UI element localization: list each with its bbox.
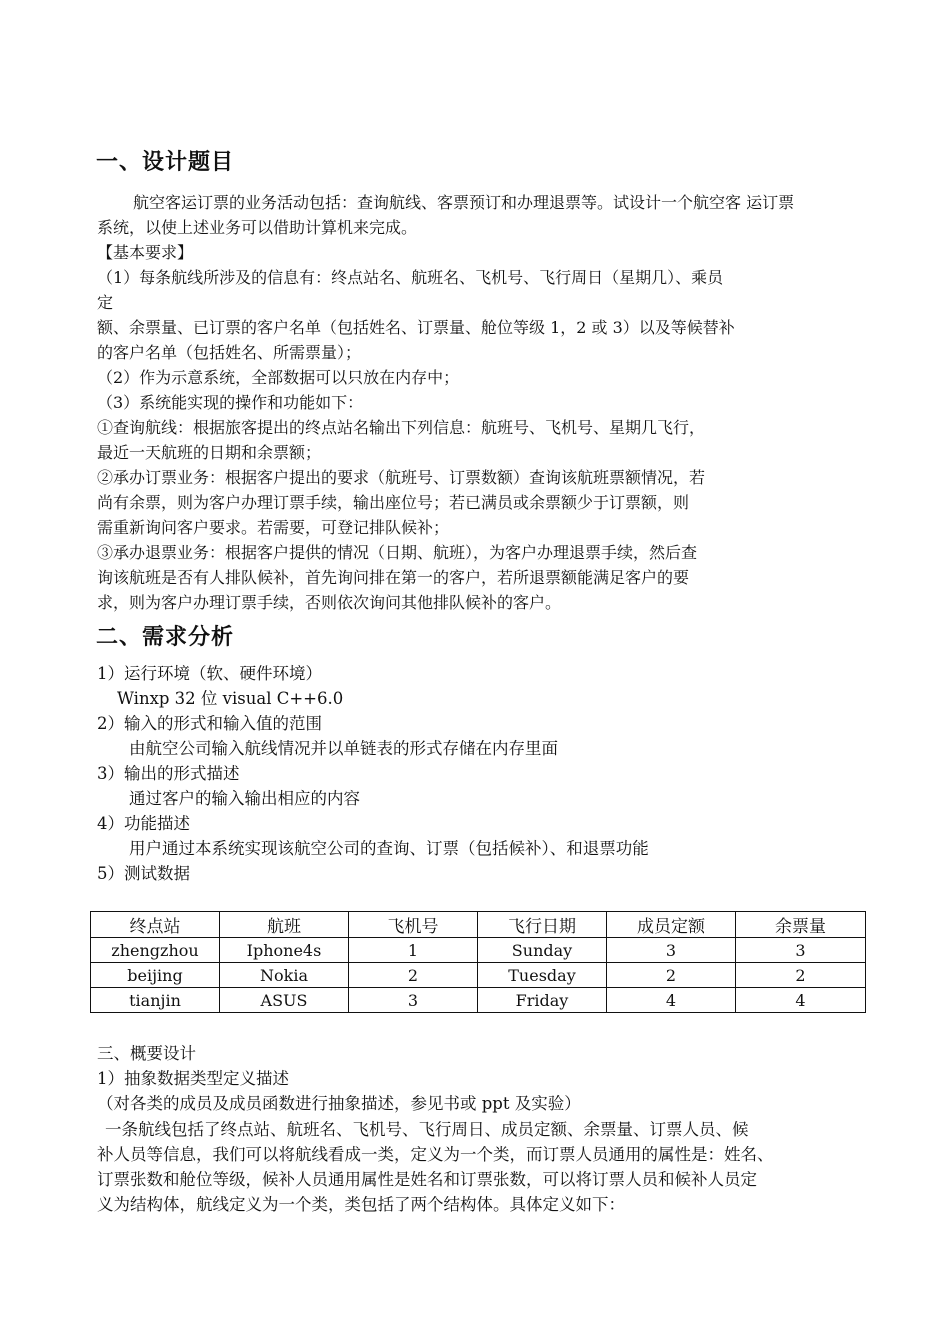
req-line: ③承办退票业务：根据客户提供的情况（日期、航班），为客户办理退票手续，然后查 <box>97 543 698 562</box>
analysis-item: 5）测试数据 <box>97 864 190 883</box>
test-data-table <box>90 911 866 1013</box>
section3-note: （对各类的成员及成员函数进行抽象描述，参见书或 ppt 及实验） <box>97 1094 581 1113</box>
table-cell: 3 <box>607 938 736 963</box>
table-cell: 2 <box>349 963 478 988</box>
column-header: 航班 <box>220 912 349 938</box>
table-cell: beijing <box>91 963 220 988</box>
analysis-item: Winxp 32 位 visual C++6.0 <box>117 689 344 708</box>
section2-heading: 二、需求分析 <box>96 625 235 650</box>
column-header: 终点站 <box>91 912 220 938</box>
req-line: ①查询航线：根据旅客提出的终点站名输出下列信息：航班号、飞机号、星期几飞行， <box>97 418 706 437</box>
req-line: 需重新询问客户要求。若需要，可登记排队候补； <box>97 518 450 537</box>
table-cell: ASUS <box>220 988 349 1013</box>
req-line: （1）每条航线所涉及的信息有：终点站名、航班名、飞机号、飞行周日（星期几）、乘员 <box>97 268 724 287</box>
table-cell: Sunday <box>478 938 607 963</box>
analysis-item: 通过客户的输入输出相应的内容 <box>129 789 360 808</box>
table-cell: 3 <box>736 938 866 963</box>
table-cell: Friday <box>478 988 607 1013</box>
req-line: ②承办订票业务：根据客户提出的要求（航班号、订票数额）查询该航班票额情况，若 <box>97 468 706 487</box>
table-cell: Tuesday <box>478 963 607 988</box>
design-para-line: 订票张数和舱位等级，候补人员通用属性是姓名和订票张数，可以将订票人员和候补人员定 <box>97 1170 757 1189</box>
req-line: 尚有余票，则为客户办理订票手续，输出座位号；若已满员或余票额少于订票额，则 <box>97 493 690 512</box>
table-header-row <box>91 912 866 938</box>
table-row <box>91 988 866 1013</box>
section3-heading: 三、概要设计 <box>97 1044 196 1063</box>
column-header: 余票量 <box>736 912 866 938</box>
table-cell: 3 <box>349 988 478 1013</box>
section1-heading: 一、设计题目 <box>96 150 235 175</box>
req-line: 求，则为客户办理订票手续，否则依次询问其他排队候补的客户。 <box>97 593 562 612</box>
analysis-item: 由航空公司输入航线情况并以单链表的形式存储在内存里面 <box>129 739 558 758</box>
table-cell: 2 <box>736 963 866 988</box>
analysis-item: 1）运行环境（软、硬件环境） <box>97 664 322 683</box>
column-header: 飞行日期 <box>478 912 607 938</box>
table-cell: tianjin <box>91 988 220 1013</box>
table-cell: 4 <box>736 988 866 1013</box>
table-cell: zhengzhou <box>91 938 220 963</box>
analysis-item: 3）输出的形式描述 <box>97 764 240 783</box>
table-cell: Iphone4s <box>220 938 349 963</box>
requirements-title: 【基本要求】 <box>97 243 194 262</box>
table-cell: 2 <box>607 963 736 988</box>
analysis-item: 4）功能描述 <box>97 814 190 833</box>
req-line: 定 <box>97 293 114 312</box>
analysis-item: 2）输入的形式和输入值的范围 <box>97 714 322 733</box>
req-line: （2）作为示意系统，全部数据可以只放在内存中； <box>97 368 460 387</box>
column-header: 成员定额 <box>607 912 736 938</box>
table-cell: Nokia <box>220 963 349 988</box>
table-cell: 4 <box>607 988 736 1013</box>
design-para-line: 一条航线包括了终点站、航班名、飞机号、飞行周日、成员定额、余票量、订票人员、候 <box>105 1120 749 1139</box>
table-row <box>91 938 866 963</box>
intro-line-1: 航空客运订票的业务活动包括：查询航线、客票预订和办理退票等。试设计一个航空客 运订票 <box>133 193 795 212</box>
section3-subheading: 1）抽象数据类型定义描述 <box>97 1069 289 1088</box>
column-header: 飞机号 <box>349 912 478 938</box>
intro-line-2: 系统，以使上述业务可以借助计算机来完成。 <box>97 218 418 237</box>
table-cell: 1 <box>349 938 478 963</box>
table-row <box>91 963 866 988</box>
req-line: 额、余票量、已订票的客户名单（包括姓名、订票量、舱位等级 1，2 或 3）以及等候替补 <box>97 318 735 337</box>
req-line: 询该航班是否有人排队候补，首先询问排在第一的客户，若所退票额能满足客户的要 <box>97 568 690 587</box>
analysis-item: 用户通过本系统实现该航空公司的查询、订票（包括候补）、和退票功能 <box>129 839 649 858</box>
design-para-line: 义为结构体，航线定义为一个类，类包括了两个结构体。具体定义如下： <box>97 1195 625 1214</box>
req-line: （3）系统能实现的操作和功能如下： <box>97 393 364 412</box>
req-line: 最近一天航班的日期和余票额； <box>97 443 322 462</box>
req-line: 的客户名单（包括姓名、所需票量）； <box>97 343 362 362</box>
design-para-line: 补人员等信息，我们可以将航线看成一类，定义为一个类，而订票人员通用的属性是：姓名、 <box>97 1145 774 1164</box>
